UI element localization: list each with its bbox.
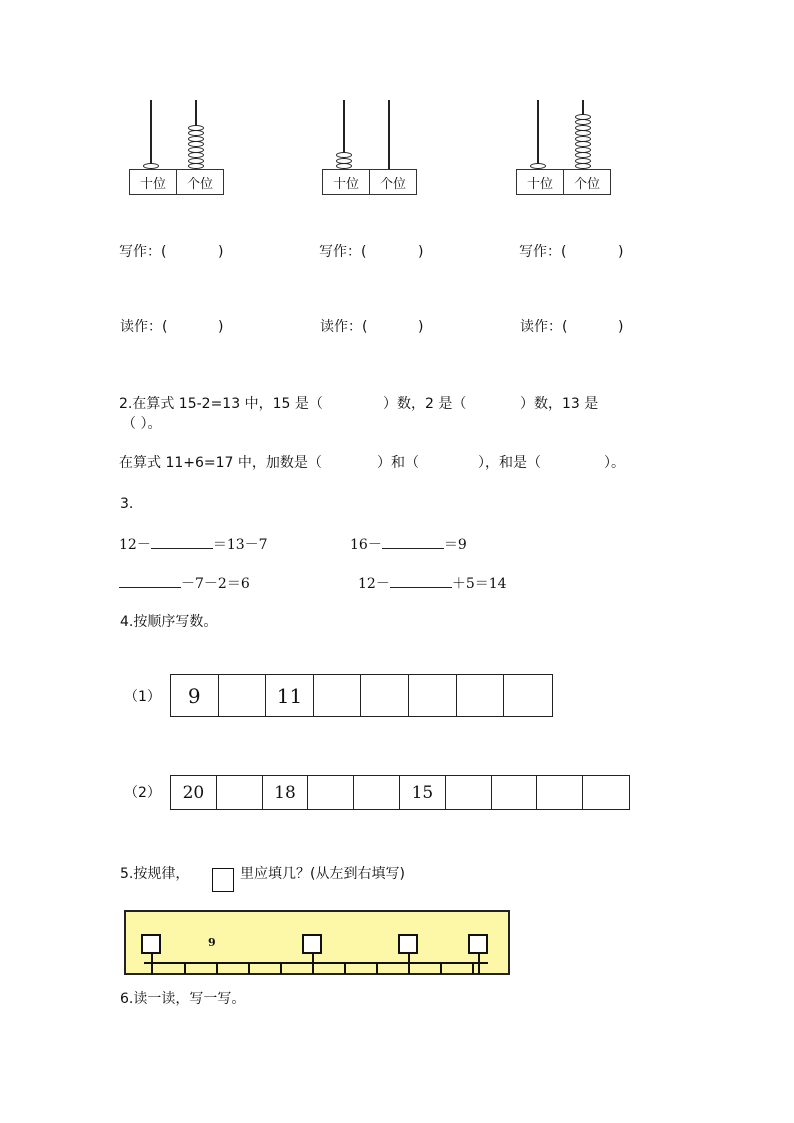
equation-1-left: 12－ — [119, 537, 151, 553]
equation-4-right: ＋5＝14 — [451, 576, 507, 592]
sequence-1-cell: 11 — [266, 675, 314, 716]
ones-bead — [575, 158, 591, 164]
ruler-tick — [472, 962, 474, 974]
write-close-3: ) — [618, 244, 624, 260]
sequence-1-cell[interactable] — [361, 675, 409, 716]
answer-blank-4[interactable] — [390, 573, 452, 588]
write-close-2: ) — [418, 244, 424, 260]
ruler-tick — [440, 962, 442, 974]
equation-1 — [119, 534, 268, 554]
write-close-1: ) — [218, 244, 224, 260]
sequence-row-2 — [170, 775, 630, 810]
equation-2-left: 16－ — [350, 537, 382, 553]
ruler-baseline — [144, 962, 488, 964]
answer-blank-3[interactable] — [119, 573, 181, 588]
sequence-1-cell[interactable] — [219, 675, 267, 716]
read-close-3: ) — [618, 319, 624, 335]
ones-bead — [188, 158, 204, 164]
answer-blank-2[interactable] — [382, 534, 444, 549]
number-ruler — [124, 910, 510, 975]
ruler-number-9: 9 — [208, 936, 216, 949]
q3-line-part3: ），和是（ — [478, 455, 541, 471]
sequence-2-cell[interactable] — [446, 776, 492, 809]
ones-bead — [575, 141, 591, 147]
answer-box-icon — [212, 868, 234, 892]
ruler-tick — [248, 962, 250, 974]
ones-bead — [188, 136, 204, 142]
abacus-1 — [129, 100, 222, 195]
ones-place-label: 个位 — [369, 170, 416, 194]
equation-1-right: ＝13－7 — [212, 537, 268, 553]
sequence-1-cell[interactable] — [457, 675, 505, 716]
tens-place-label: 十位 — [526, 176, 553, 192]
sequence-2-cell: 15 — [400, 776, 446, 809]
sequence-2-cell[interactable] — [217, 776, 263, 809]
sequence-row-1-label: （1） — [124, 689, 161, 705]
ruler-box-stem — [312, 952, 314, 974]
ruler-answer-box[interactable] — [468, 934, 488, 954]
sequence-2-cell: 18 — [263, 776, 309, 809]
sequence-2-cell[interactable] — [308, 776, 354, 809]
sequence-row-1 — [170, 674, 553, 717]
tens-bead — [336, 158, 352, 164]
equation-3 — [119, 573, 250, 593]
read-label-1: 读作：( — [120, 319, 168, 335]
ruler-answer-box[interactable] — [141, 934, 161, 954]
ruler-box-stem — [478, 952, 480, 974]
ruler-answer-box[interactable] — [398, 934, 418, 954]
q3-line-part1: 在算式 11+6=17 中，加数是（ — [119, 455, 322, 471]
tens-place-label: 十位 — [139, 176, 166, 192]
ruler-box-stem — [408, 952, 410, 974]
ones-bead — [575, 125, 591, 131]
ones-bead — [575, 114, 591, 120]
ones-bead — [188, 130, 204, 136]
sequence-2-cell[interactable] — [354, 776, 400, 809]
read-close-2: ) — [418, 319, 424, 335]
equation-4 — [358, 573, 507, 593]
ruler-tick — [344, 962, 346, 974]
sequence-2-cell[interactable] — [583, 776, 629, 809]
abacus-3 — [516, 100, 609, 195]
equation-4-left: 12－ — [358, 576, 390, 592]
sequence-1-cell: 9 — [171, 675, 219, 716]
equation-3-right: －7－2＝6 — [181, 576, 250, 592]
q2-line1-part3: ）数，13 是 — [520, 396, 599, 412]
equation-2 — [350, 534, 467, 554]
write-label-2: 写作：( — [319, 244, 367, 260]
abacus-place-value-frame — [516, 169, 611, 195]
q6-title: 6.读一读，写一写。 — [120, 991, 246, 1007]
q3-title: 3. — [120, 496, 134, 512]
ones-bead — [188, 147, 204, 153]
q2-line2: （ ）。 — [122, 416, 162, 432]
ruler-answer-box[interactable] — [302, 934, 322, 954]
sequence-2-cell[interactable] — [537, 776, 583, 809]
ones-bead — [188, 125, 204, 131]
abacus-place-value-frame — [129, 169, 224, 195]
abacus-2 — [322, 100, 415, 195]
abacus-place-value-frame — [322, 169, 417, 195]
read-close-1: ) — [218, 319, 224, 335]
ones-bead — [575, 130, 591, 136]
q3-line-part4: ）。 — [604, 455, 625, 471]
read-label-2: 读作：( — [320, 319, 368, 335]
ones-bead — [188, 141, 204, 147]
tens-place-label: 十位 — [332, 176, 359, 192]
ones-place-label: 个位 — [176, 170, 223, 194]
ones-bead — [575, 136, 591, 142]
sequence-1-cell[interactable] — [504, 675, 552, 716]
sequence-row-2-label: （2） — [124, 785, 161, 801]
abacus-rod-ones — [388, 100, 390, 169]
q3-line-part2: ）和（ — [377, 455, 419, 471]
ones-bead — [575, 152, 591, 158]
ones-bead — [575, 147, 591, 153]
answer-blank-1[interactable] — [151, 534, 213, 549]
abacus-rod-tens — [537, 100, 539, 169]
q5-title-part1: 5.按规律， — [120, 866, 190, 882]
sequence-1-cell[interactable] — [409, 675, 457, 716]
sequence-2-cell: 20 — [171, 776, 217, 809]
read-label-3: 读作：( — [520, 319, 568, 335]
write-label-1: 写作：( — [119, 244, 167, 260]
ruler-tick — [184, 962, 186, 974]
tens-bead — [336, 152, 352, 158]
ones-place-label: 个位 — [563, 170, 610, 194]
ruler-tick — [216, 962, 218, 974]
ones-bead — [575, 119, 591, 125]
ones-bead — [188, 152, 204, 158]
ruler-tick — [280, 962, 282, 974]
ruler-box-stem — [151, 952, 153, 974]
q2-line1-part2: ）数，2 是（ — [383, 396, 467, 412]
q5-title-part2: 里应填几？(从左到右填写) — [240, 866, 405, 882]
q2-line1-part1: 2.在算式 15-2=13 中，15 是（ — [119, 396, 323, 412]
write-label-3: 写作：( — [519, 244, 567, 260]
ruler-tick — [376, 962, 378, 974]
sequence-2-cell[interactable] — [492, 776, 538, 809]
equation-2-right: ＝9 — [443, 537, 467, 553]
q4-title: 4.按顺序写数。 — [120, 614, 218, 630]
abacus-rod-tens — [150, 100, 152, 169]
sequence-1-cell[interactable] — [314, 675, 362, 716]
